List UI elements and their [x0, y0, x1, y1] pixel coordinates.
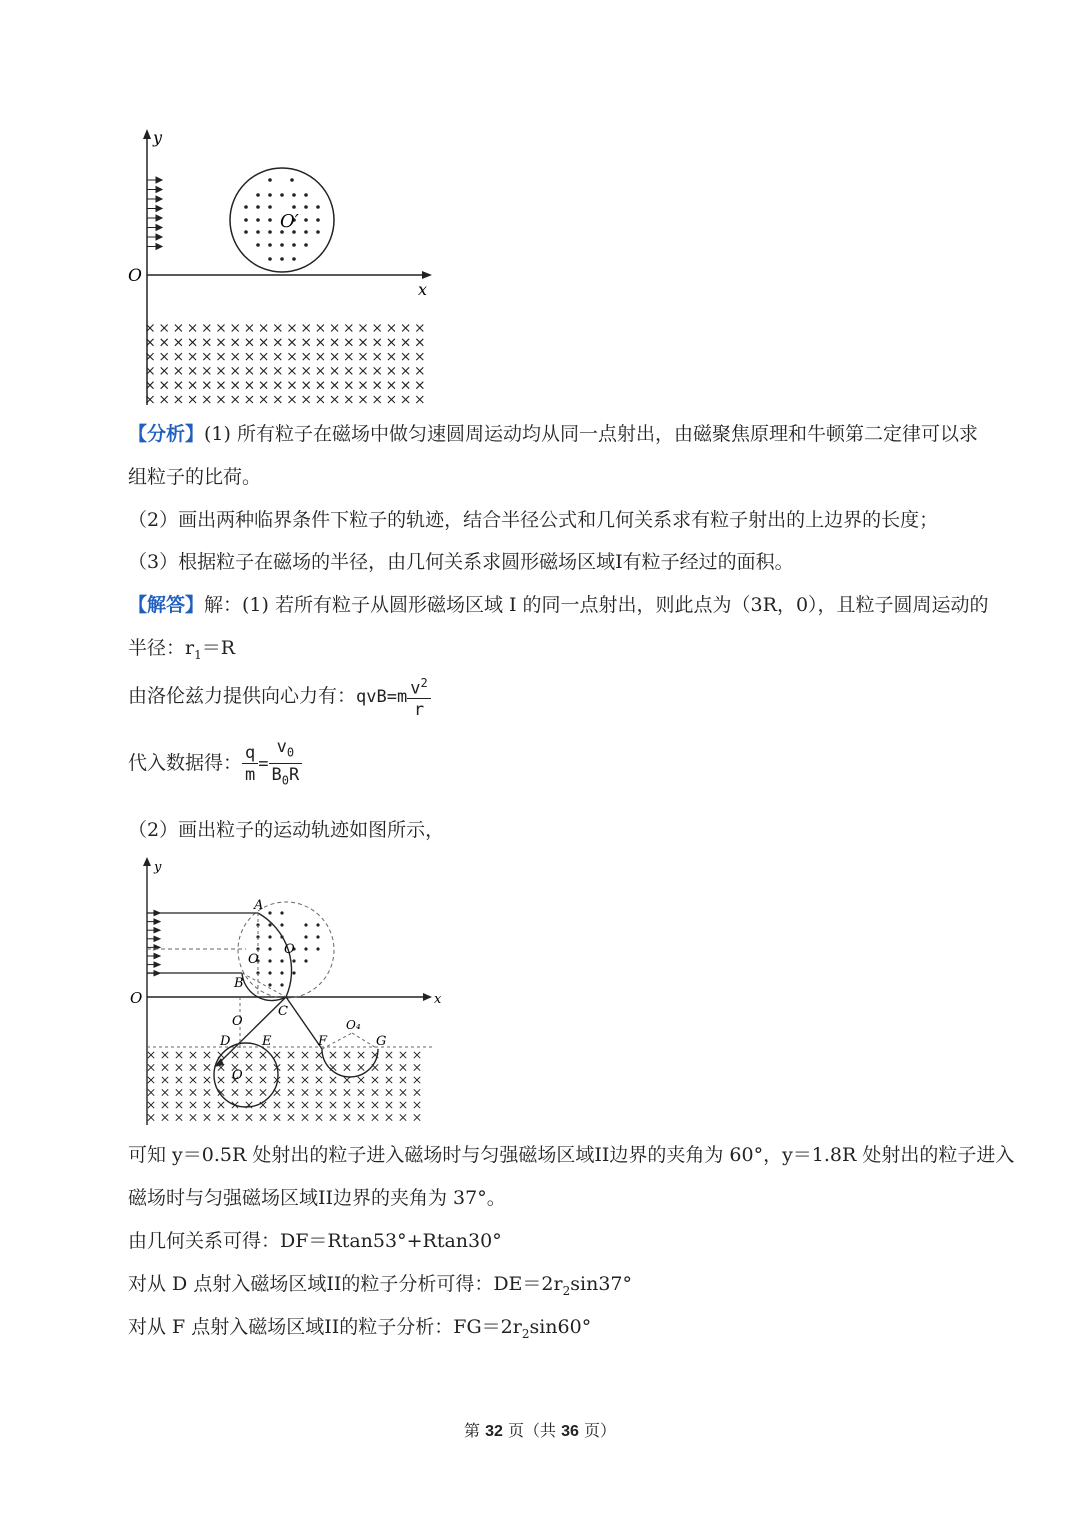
figure-2-trajectory-diagram — [120, 853, 440, 1133]
de-sub: 2 — [562, 1283, 571, 1298]
field-dot — [316, 205, 320, 209]
field-dot — [280, 193, 284, 197]
qm-den: m — [242, 763, 258, 786]
conclusion-line-4 — [128, 1271, 632, 1304]
field-dot — [268, 193, 272, 197]
field-dot — [280, 971, 283, 974]
field-dot — [268, 983, 271, 986]
field-dot — [268, 257, 272, 261]
arrow-head — [154, 962, 160, 967]
label-B: B — [234, 976, 244, 991]
arrow-head — [156, 206, 162, 212]
label-A: A — [254, 898, 264, 913]
field-dot — [304, 959, 307, 962]
total-pages: 36 — [561, 1423, 579, 1440]
fg-sub: 2 — [521, 1326, 530, 1341]
field-dot — [304, 923, 307, 926]
part2-line: （2）画出粒子的运动轨迹如图所示， — [128, 819, 445, 841]
lorentz-num: v — [410, 678, 421, 699]
field-dot — [304, 193, 308, 197]
fig1-x-label: x — [418, 280, 428, 299]
field-dot — [268, 243, 272, 247]
arrow-head — [154, 936, 160, 941]
radius-prefix: 半径：r — [128, 637, 195, 659]
field-dot — [256, 243, 260, 247]
lorentz-lhs: qvB=m — [356, 687, 408, 707]
orbit-arc-FG — [322, 1049, 378, 1077]
field-dot — [280, 911, 283, 914]
analysis-text-1: (1) 所有粒子在磁场中做匀速圆周运动均从同一点射出，由磁聚焦原理和牛顿第二定律可以求 — [204, 423, 978, 445]
field-dot — [304, 947, 307, 950]
field-dot — [292, 193, 296, 197]
label-D: D — [220, 1034, 231, 1049]
arrow-head — [156, 177, 162, 183]
analysis-tag: 【分析】 — [128, 423, 205, 445]
de-suffix: sin37° — [570, 1273, 632, 1295]
field-dot — [304, 243, 308, 247]
lorentz-equation-line — [128, 670, 431, 723]
fig2-dashed-chord — [242, 973, 286, 997]
field-dot — [316, 230, 320, 234]
field-dot — [280, 243, 284, 247]
radius-suffix: ＝R — [201, 637, 236, 659]
field-dot — [268, 911, 271, 914]
fg-prefix: 对从 F 点射入磁场区域II的粒子分析：FG＝2r — [128, 1316, 522, 1338]
label-C: C — [278, 1004, 288, 1019]
arrow-head — [156, 244, 162, 250]
field-dot — [280, 257, 284, 261]
field-dot — [268, 923, 271, 926]
page-footer — [0, 1418, 1080, 1441]
fig2-field-crosses — [148, 1052, 420, 1121]
analysis-line-3: （2）画出两种临界条件下粒子的轨迹，结合半径公式和几何关系求有粒子射出的上边界的长度； — [128, 509, 939, 531]
arrow-head — [154, 919, 160, 924]
b0-r: R — [289, 764, 300, 785]
field-dot — [268, 935, 271, 938]
fig1-y-label: y — [153, 128, 163, 147]
fig2-y-label: y — [154, 860, 162, 875]
fig1-origin-label: O — [128, 266, 142, 286]
field-dot — [304, 218, 308, 222]
field-dot — [316, 218, 320, 222]
field-dot — [316, 947, 319, 950]
radius-subscript: 1 — [194, 647, 202, 662]
field-dot — [292, 959, 295, 962]
substitute-equation-line — [128, 736, 302, 791]
de-prefix: 对从 D 点射入磁场区域II的粒子分析可得：DE＝2r — [128, 1273, 563, 1295]
qm-num: q — [245, 742, 256, 763]
field-dot — [280, 923, 283, 926]
result-fraction — [269, 737, 303, 791]
charge-mass-fraction — [242, 743, 258, 786]
v0-sub: 0 — [286, 745, 295, 760]
arrow-head — [156, 234, 162, 240]
conclusion-line-5 — [128, 1314, 591, 1347]
fig2-x-label: x — [434, 992, 442, 1007]
field-dot — [290, 178, 294, 182]
arrow-head — [154, 928, 160, 933]
field-dot — [292, 243, 296, 247]
equals-sign: = — [258, 754, 269, 774]
solution-text-1: 解：(1) 若所有粒子从圆形磁场区域 I 的同一点射出，则此点为（3R，0），且粒子圆周运动的 — [204, 594, 989, 616]
fig1-center-label: O′ — [280, 211, 299, 232]
field-dot — [268, 947, 271, 950]
analysis-line-2: 组粒子的比荷。 — [128, 466, 262, 488]
b0-b: B — [271, 764, 282, 785]
path-to-D — [216, 997, 286, 1066]
field-dot — [268, 218, 272, 222]
footer-prefix: 第 — [464, 1421, 486, 1440]
field-dot — [256, 193, 260, 197]
b0-sub: 0 — [281, 772, 289, 787]
solution-tag: 【解答】 — [128, 594, 205, 616]
field-dot — [268, 959, 271, 962]
fig2-incident-arrows — [147, 910, 160, 975]
field-dot — [244, 230, 248, 234]
analysis-line-1 — [128, 421, 978, 447]
label-O4: O₄ — [346, 1018, 361, 1032]
field-dot — [292, 971, 295, 974]
figure-1-magnetic-field-diagram — [120, 125, 440, 410]
field-dot — [244, 218, 248, 222]
lorentz-sup: 2 — [420, 675, 428, 690]
v0-v: v — [276, 737, 287, 758]
field-dot — [256, 230, 260, 234]
field-into-page-crosses — [147, 325, 424, 404]
path-to-F — [286, 997, 322, 1049]
field-dot — [304, 935, 307, 938]
label-O3: O — [232, 1014, 243, 1029]
label-F: F — [318, 1034, 328, 1049]
conclusion-line-1: 可知 y＝0.5R 处射出的粒子进入磁场时与匀强磁场区域II边界的夹角为 60°，y＝1.8R 处射出的粒子进入 — [128, 1144, 1015, 1166]
field-dot — [304, 205, 308, 209]
field-dot — [244, 205, 248, 209]
footer-suffix: 页） — [578, 1421, 616, 1440]
field-dot — [292, 205, 296, 209]
field-dot — [256, 218, 260, 222]
substitute-prefix: 代入数据得： — [128, 752, 243, 774]
conclusion-line-3: 由几何关系可得：DF＝Rtan53°+Rtan30° — [128, 1230, 502, 1252]
solution-line-2 — [128, 635, 235, 668]
incident-particle-arrows — [147, 177, 162, 250]
footer-middle: 页（共 — [502, 1421, 562, 1440]
fig2-origin-label: O — [130, 989, 143, 1007]
field-dot — [268, 230, 272, 234]
arrow-head — [156, 196, 162, 202]
field-dot — [304, 230, 308, 234]
arrow-head — [156, 225, 162, 231]
lorentz-den: r — [407, 698, 430, 721]
label-E: E — [262, 1034, 272, 1049]
field-dot — [316, 923, 319, 926]
field-dot — [316, 935, 319, 938]
solution-line-1 — [128, 592, 989, 618]
arrow-head — [154, 953, 160, 958]
label-G: G — [376, 1034, 387, 1049]
label-O2: O — [284, 942, 295, 957]
field-dot — [280, 983, 283, 986]
arrow-head — [156, 187, 162, 193]
field-dot — [292, 257, 296, 261]
field-dot — [268, 971, 271, 974]
arrow-head — [156, 215, 162, 221]
label-O1: O — [248, 952, 259, 967]
label-O-center: O — [232, 1068, 243, 1083]
conclusion-line-2: 磁场时与匀强磁场区域II边界的夹角为 37°。 — [128, 1187, 506, 1209]
lorentz-prefix: 由洛伦兹力提供向心力有： — [128, 685, 357, 707]
field-dot — [256, 205, 260, 209]
lorentz-fraction — [407, 673, 430, 722]
field-dot — [280, 959, 283, 962]
field-dot — [268, 205, 272, 209]
fg-suffix: sin60° — [529, 1316, 592, 1338]
field-dot — [268, 178, 272, 182]
page-number: 32 — [485, 1423, 503, 1440]
analysis-line-4: （3）根据粒子在磁场的半径，由几何关系求圆形磁场区域I有粒子经过的面积。 — [128, 551, 794, 573]
